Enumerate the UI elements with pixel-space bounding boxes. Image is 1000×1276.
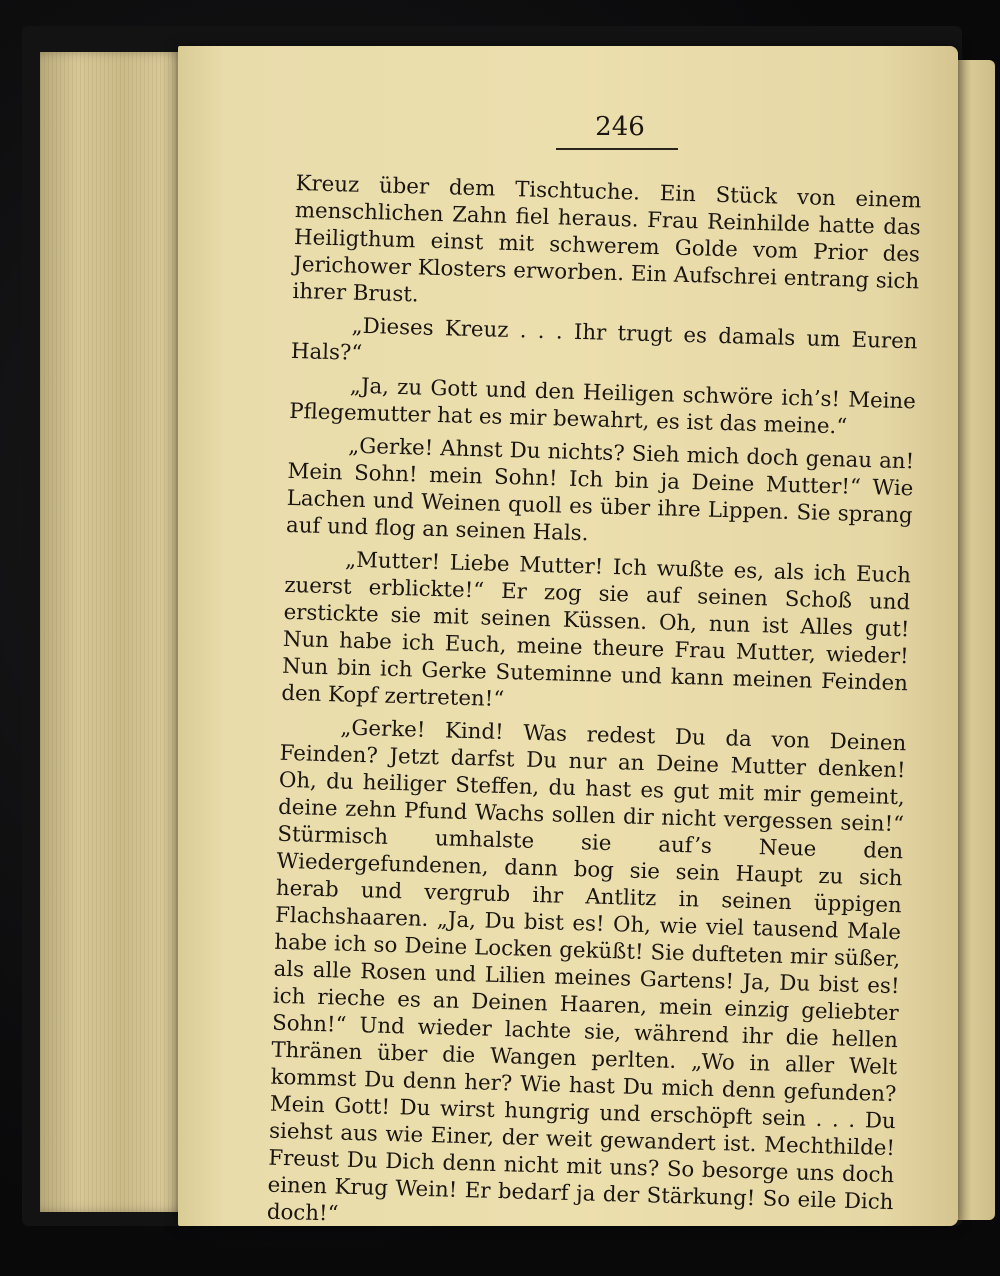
paragraph-2: „Dieses Kreuz . . . Ihr trugt es damals um Euren Hals?“ [290,313,918,366]
paragraph-5: „Mutter! Liebe Mutter! Ich wußte es, als ich Euch zuerst erblickte!“ Er zog sie auf seinen Schoß und erstickte sie mit seinen Küssen. Oh, nun ist Alles gut! Nun habe ich Euch, meine theure Frau Mutter, wieder! Nun bin ich Gerke Suteminne und kann meinen Feinden den Kopf zertreten!“ [281,547,912,713]
page-text [266,170,922,1227]
paragraph-1: Kreuz über dem Tischtuche. Ein Stück von einem menschlichen Zahn fiel heraus. Frau Reinhilde hatte das Heiligthum einst mit schwerem Golde vom Prior des Jerichower Klosters erworben. Ein Aufschrei entrang sich ihrer Brust. [292,170,922,308]
page-number-rule [556,148,678,150]
paragraph-4: „Gerke! Ahnst Du nichts? Sieh mich doch genau an! Mein Sohn! mein Sohn! Ich bin ja Deine Mutter!“ Wie Lachen und Weinen quoll es über ihre Lippen. Sie sprang auf und flog an seinen Hals. [285,433,915,547]
paragraph-6: „Gerke! Kind! Was redest Du da von Deinen Feinden? Jetzt darfst Du nur an Deine Mutter denken! Oh, du heiliger Steffen, du hast es gut mit mir gemeint, deine zehn Pfund Wachs sollen dir nicht vergessen sein!“ Stürmisch umhalste sie auf’s Neue den Wiedergefundenen, dann bog sie sein Haupt zu sich herab und vergrub ihr Antlitz in seinen üppigen Flachshaaren. „Ja, Du bist es! Oh, wie viel tausend Male habe ich so Deine Locken geküßt! Sie dufteten mir süßer, als alle Rosen und Lilien meines Gartens! Ja, Du bist es! ich rieche es an Deinen Haaren, mein einzig geliebter Sohn!“ Und wieder lachte sie, während ihr die hellen Thränen über die Wangen perlten. „Wo in aller Welt kommst Du denn her? Wie hast Du mich denn gefunden? Mein Gott! Du wirst hungrig und erschöpft sein . . . Du siehst aus wie Einer, der weit gewandert ist. Mechthilde! Freust Du Dich denn nicht mit uns? So besorge uns doch einen Krug Wein! Er bedarf ja der Stärkung! So eile Dich doch!“ [266,715,907,1227]
page-number: 246 [595,112,645,142]
page-edge-texture [40,52,190,1212]
next-page-edge [955,60,995,1220]
paragraph-3: „Ja, zu Gott und den Heiligen schwöre ich’s! Meine Pflegemutter hat es mir bewahrt, es ist das meine.“ [288,373,917,440]
